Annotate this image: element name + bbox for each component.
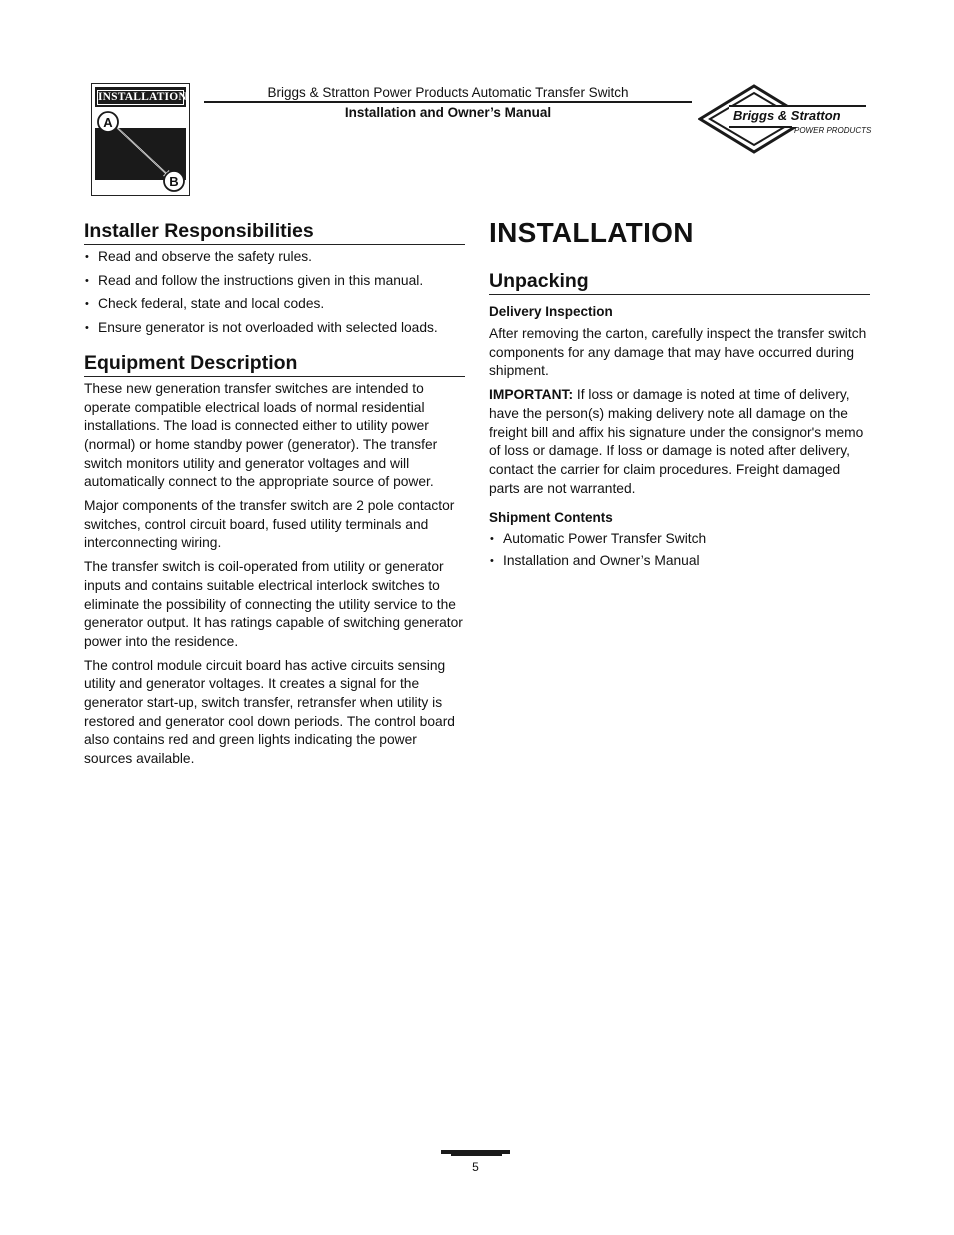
equipment-description-heading: Equipment Description [84,350,465,377]
list-item: • Read and observe the safety rules. [84,248,465,267]
logo-subtitle: POWER PRODUCTS [794,126,872,135]
page-title: INSTALLATION [489,217,694,248]
important-note [489,386,870,498]
shipment-contents-list [489,530,870,570]
page-number: 5 [472,1160,479,1174]
list-item: • Read and follow the instructions given in this manual. [84,272,465,291]
equipment-paragraph: Major components of the transfer switch are 2 pole contactor switches, control circuit board, fused utility terminals and interconnecting wiring. [84,498,455,551]
footer-bar-lower [451,1154,502,1156]
header-title: Briggs & Stratton Power Products Automatic Transfer Switch [267,85,629,100]
header-subtitle: Installation and Owner’s Manual [344,105,552,120]
right-column [489,213,870,571]
equipment-paragraph: The transfer switch is coil-operated from utility or generator inputs and contains suitable electrical interlock switches to eliminate the possibility of connecting the utility service to the generator output. It has ratings capable of switching generator power into the residence. [84,559,463,649]
equipment-paragraph: The control module circuit board has active circuits sensing utility and generator voltages. It creates a signal for the generator start-up, switch transfer, retransfer when utility is restored and generator cool down periods. The control board also contains red and green lights indicating the power sources available. [84,657,455,767]
delivery-inspection-text: After removing the carton, carefully inspect the transfer switch components for any damage that may have occurred during shipment. [489,326,867,379]
important-label: IMPORTANT: [489,387,574,403]
badge-point-b: B [169,174,179,189]
installer-responsibilities-heading: Installer Responsibilities [84,218,465,245]
unpacking-heading: Unpacking [489,268,870,295]
list-item: • Automatic Power Transfer Switch [489,530,870,549]
installation-badge-label: INSTALLATION [98,90,187,103]
list-item: • Ensure generator is not overloaded with selected loads. [84,319,465,338]
a-to-b-arrow-icon [91,83,191,197]
installer-responsibilities-list [84,248,465,338]
shipment-contents-heading: Shipment Contents [489,510,613,526]
header-divider [204,101,692,103]
left-column [84,218,465,769]
equipment-paragraph: These new generation transfer switches are intended to operate compatible electrical loads of normal residential installations. The load is connected either to utility power (normal) or home standby power (generator). The transfer switch monitors utility and generator voltages and will automatically connect to the appropriate source of power. [84,380,438,490]
important-text: If loss or damage is noted at time of delivery, have the person(s) making delivery note all damage on the freight bill and affix his signature under the consignor's memo of loss or damage. If loss or damage is noted after delivery, contact the carrier for claim procedures. Freight damaged parts are not warranted. [489,387,864,496]
badge-point-a: A [103,115,113,130]
list-item: • Check federal, state and local codes. [84,295,465,314]
delivery-inspection-heading: Delivery Inspection [489,304,613,319]
logo-name: Briggs & Stratton [733,108,841,123]
list-item: • Installation and Owner’s Manual [489,552,870,571]
